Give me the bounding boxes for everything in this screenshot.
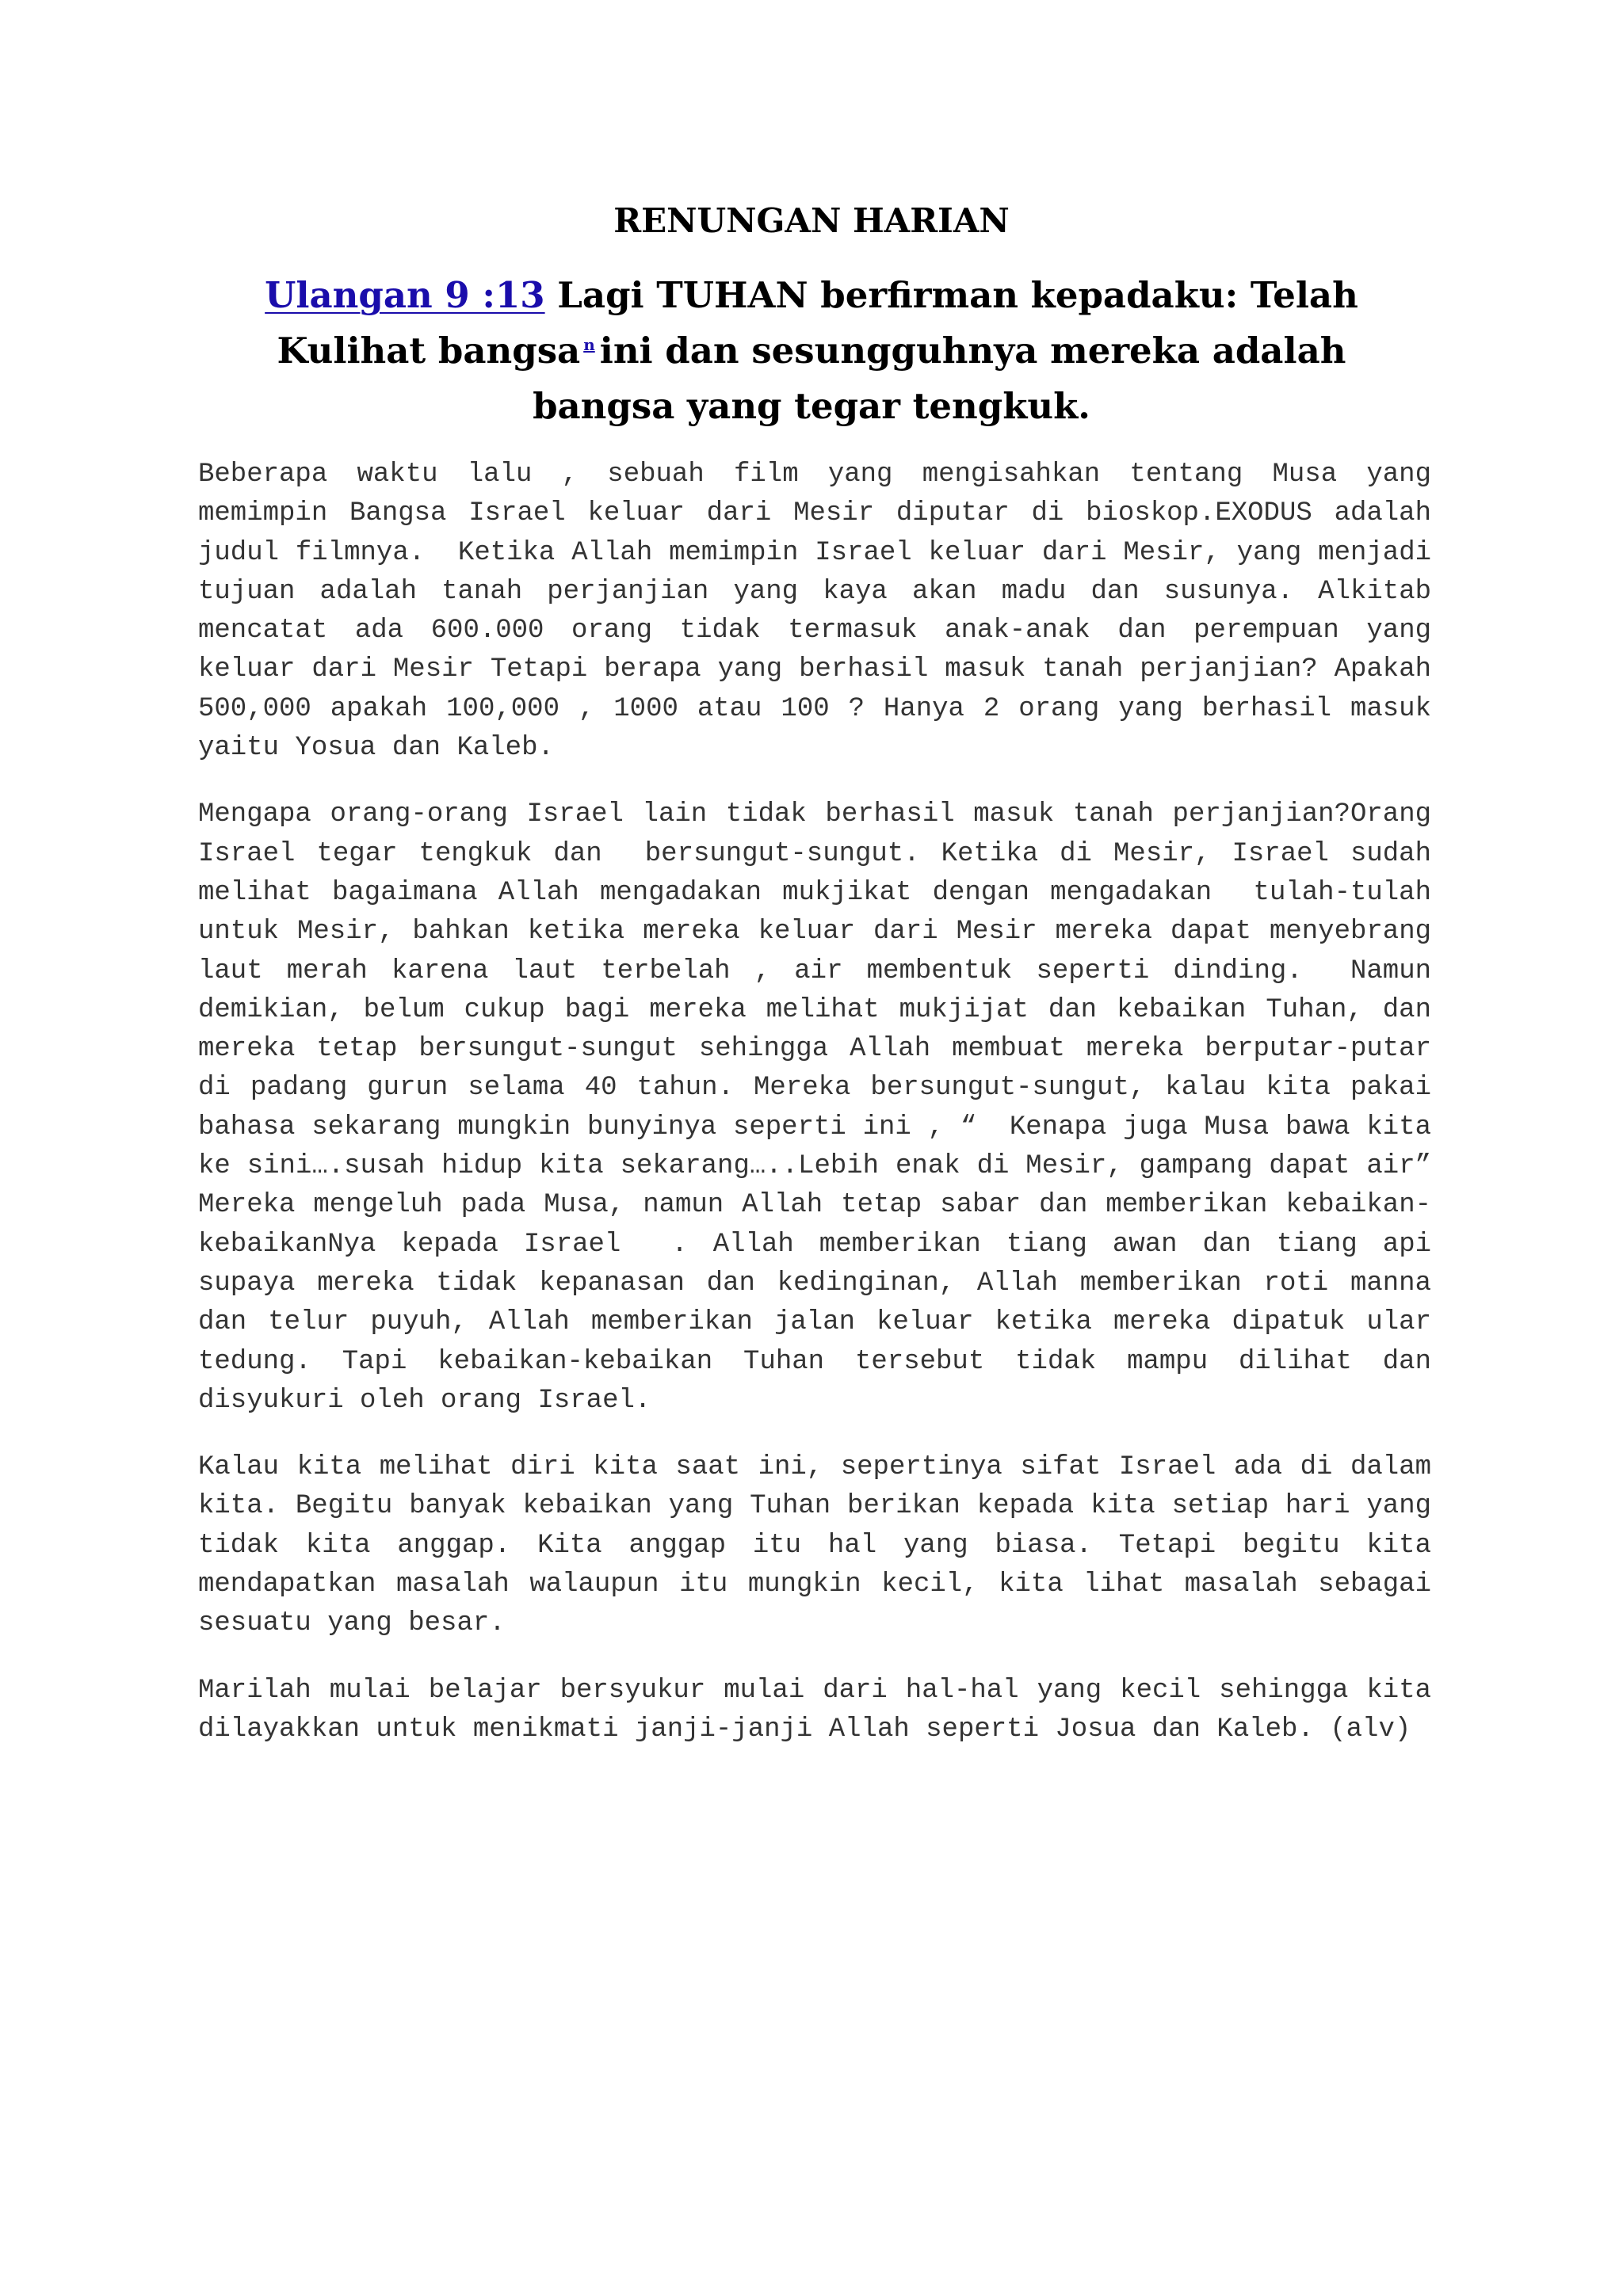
- verse-text-after-note: ini dan sesungguhnya mereka adalah bangsa yang tegar tengkuk.: [533, 330, 1346, 427]
- verse-reference-link[interactable]: Ulangan 9 :13: [265, 274, 545, 316]
- verse-text-before-note: Lagi TUHAN berfirman kepadaku: Telah Kulihat bangsa: [277, 274, 1358, 372]
- paragraph-2: Mengapa orang-orang Israel lain tidak berhasil masuk tanah perjanjian?Orang Israel tegar tengkuk dan bersungut-sungut. Ketika di Mesir, Israel sudah melihat bagaimana Allah mengadakan mukjikat dengan mengadakan tulah-tulah untuk Mesir, bahkan ketika mereka keluar dari Mesir mereka dapat menyebrang laut merah karena laut terbelah , air membentuk seperti dinding. Namun demikian, belum cukup bagi mereka melihat mukjijat dan kebaikan Tuhan, dan mereka tetap bersungut-sungut sehingga Allah membuat mereka berputar-putar di padang gurun selama 40 tahun. Mereka bersungut-sungut, kalau kita pakai bahasa sekarang mungkin bunyinya seperti ini , “ Kenapa juga Musa bawa kita ke sini….susah hidup kita sekarang…..Lebih enak di Mesir, gampang dapat air” Mereka mengeluh pada Musa, namun Allah tetap sabar dan memberikan kebaikan-kebaikanNya kepada Israel . Allah memberikan tiang awan dan tiang api supaya mereka tidak kepanasan dan kedinginan, Allah memberikan roti manna dan telur puyuh, Allah memberikan jalan keluar ketika mereka dipatuk ular tedung. Tapi kebaikan-kebaikan Tuhan tersebut tidak mampu dilihat dan disyukuri oleh orang Israel.: [198, 799, 1464, 1416]
- devotional-body: [198, 456, 1464, 1777]
- footnote-link[interactable]: n: [583, 335, 595, 354]
- paragraph-4: Marilah mulai belajar bersyukur mulai dari hal-hal yang kecil sehingga kita dilayakkan untuk menikmati janji-janji Allah seperti Josua dan Kaleb. (alv): [198, 1675, 1448, 1745]
- document-title: RENUNGAN HARIAN: [613, 201, 1010, 240]
- paragraph-1: Beberapa waktu lalu , sebuah film yang mengisahkan tentang Musa yang memimpin Bangsa Israel keluar dari Mesir diputar di bioskop.EXODUS adalah judul filmnya. Ketika Allah memimpin Israel keluar dari Mesir, yang menjadi tujuan adalah tanah perjanjian yang kaya akan madu dan susunya. Alkitab mencatat ada 600.000 orang tidak termasuk anak-anak dan perempuan yang keluar dari Mesir Tetapi berapa yang berhasil masuk tanah perjanjian? Apakah 500,000 apakah 100,000 , 1000 atau 100 ? Hanya 2 orang yang berhasil masuk yaitu Yosua dan Kaleb.: [198, 460, 1448, 764]
- verse-heading: [238, 268, 1385, 434]
- paragraph-3: Kalau kita melihat diri kita saat ini, sepertinya sifat Israel ada di dalam kita. Begitu banyak kebaikan yang Tuhan berikan kepada kita setiap hari yang tidak kita anggap. Kita anggap itu hal yang biasa. Tetapi begitu kita mendapatkan masalah walaupun itu mungkin kecil, kita lihat masalah sebagai sesuatu yang besar.: [198, 1452, 1448, 1639]
